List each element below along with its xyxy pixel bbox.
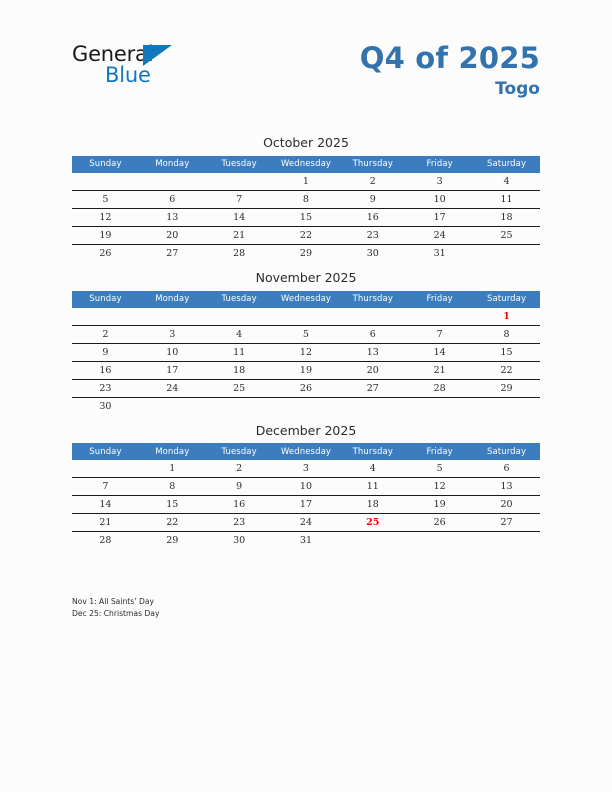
weekday-header-sunday: Sunday <box>72 443 139 460</box>
weekday-header-thursday: Thursday <box>339 291 406 308</box>
week-row <box>72 343 540 361</box>
week-row <box>72 244 540 262</box>
day-cell[interactable]: 3 <box>406 173 473 191</box>
day-cell[interactable]: 14 <box>406 343 473 361</box>
day-cell-empty <box>273 308 340 326</box>
day-cell[interactable]: 18 <box>206 361 273 379</box>
day-cell[interactable]: 9 <box>339 190 406 208</box>
day-cell-empty <box>139 397 206 415</box>
day-cell-empty <box>206 397 273 415</box>
day-cell-empty <box>473 244 540 262</box>
day-cell[interactable]: 18 <box>473 208 540 226</box>
day-cell-empty <box>72 173 139 191</box>
weekday-header-tuesday: Tuesday <box>206 291 273 308</box>
day-cell-holiday[interactable]: 1 <box>473 308 540 326</box>
day-cell[interactable]: 9 <box>72 343 139 361</box>
region-subtitle: Togo <box>495 79 540 100</box>
day-cell-empty <box>406 308 473 326</box>
week-row <box>72 173 540 191</box>
day-cell[interactable]: 7 <box>406 325 473 343</box>
week-row <box>72 190 540 208</box>
day-cell[interactable]: 6 <box>139 190 206 208</box>
day-cell[interactable]: 28 <box>99 535 112 547</box>
week-row <box>72 496 540 514</box>
day-cell[interactable]: 22 <box>273 226 340 244</box>
day-cell[interactable]: 10 <box>273 478 340 496</box>
weekday-header-wednesday: Wednesday <box>273 156 340 173</box>
week-row <box>72 226 540 244</box>
week-row <box>72 460 540 478</box>
day-cell[interactable]: 30 <box>366 247 379 259</box>
weekday-header-row <box>72 156 540 173</box>
day-cell[interactable]: 7 <box>72 478 139 496</box>
day-cell-empty <box>273 397 340 415</box>
month-title: November 2025 <box>255 269 357 285</box>
day-cell[interactable]: 14 <box>206 208 273 226</box>
day-cell-empty <box>339 308 406 326</box>
day-cell-empty <box>473 532 540 550</box>
day-cell[interactable]: 5 <box>406 460 473 478</box>
day-cell[interactable]: 25 <box>473 226 540 244</box>
weekday-header-sunday: Sunday <box>72 291 139 308</box>
day-cell[interactable]: 2 <box>72 325 139 343</box>
holiday-footnote: Nov 1: All Saints’ Day <box>72 597 155 606</box>
day-cell[interactable]: 11 <box>473 190 540 208</box>
day-cell[interactable]: 21 <box>406 361 473 379</box>
day-cell[interactable]: 8 <box>139 478 206 496</box>
day-cell[interactable]: 4 <box>473 173 540 191</box>
week-row <box>72 361 540 379</box>
day-cell[interactable]: 11 <box>206 343 273 361</box>
holiday-footnote: Dec 25: Christmas Day <box>72 608 160 618</box>
weekday-header-saturday: Saturday <box>473 156 540 173</box>
weekday-header-wednesday: Wednesday <box>273 443 340 460</box>
day-cell[interactable]: 13 <box>339 343 406 361</box>
month-title: December 2025 <box>255 422 357 438</box>
page-title: Q4 of 2025 <box>359 41 540 75</box>
day-cell[interactable]: 26 <box>406 514 473 532</box>
day-cell[interactable]: 28 <box>233 247 246 259</box>
day-cell[interactable]: 3 <box>273 460 340 478</box>
day-cell[interactable]: 5 <box>72 190 139 208</box>
weekday-header-thursday: Thursday <box>339 443 406 460</box>
logo-text-blue: Blue <box>105 63 151 87</box>
weekday-header-wednesday: Wednesday <box>273 291 340 308</box>
day-cell[interactable]: 24 <box>273 514 340 532</box>
week-row <box>72 325 540 343</box>
day-cell[interactable]: 30 <box>99 400 112 412</box>
day-cell[interactable]: 3 <box>139 325 206 343</box>
weekday-header-row <box>72 443 540 460</box>
day-cell-holiday[interactable]: 25 <box>339 514 406 532</box>
day-cell[interactable]: 27 <box>473 514 540 532</box>
day-cell[interactable]: 15 <box>273 208 340 226</box>
month-block <box>72 271 540 415</box>
day-cell-empty <box>206 173 273 191</box>
day-cell[interactable]: 10 <box>139 343 206 361</box>
day-cell[interactable]: 26 <box>273 379 340 397</box>
day-cell[interactable]: 26 <box>99 247 112 259</box>
day-cell[interactable]: 20 <box>473 496 540 514</box>
day-cell[interactable]: 12 <box>72 208 139 226</box>
weekday-header-monday: Monday <box>139 291 206 308</box>
day-cell[interactable]: 21 <box>206 226 273 244</box>
month-block <box>72 424 540 550</box>
day-cell[interactable]: 12 <box>273 343 340 361</box>
day-cell[interactable]: 20 <box>339 361 406 379</box>
week-row <box>72 478 540 496</box>
day-cell[interactable]: 1 <box>139 460 206 478</box>
day-cell[interactable]: 31 <box>433 247 446 259</box>
weekday-header-tuesday: Tuesday <box>206 443 273 460</box>
day-cell-empty <box>406 397 473 415</box>
day-cell[interactable]: 1 <box>273 173 340 191</box>
day-cell[interactable]: 19 <box>273 361 340 379</box>
week-row <box>72 308 540 326</box>
day-cell[interactable]: 29 <box>166 535 179 547</box>
day-cell[interactable]: 5 <box>273 325 340 343</box>
day-cell[interactable]: 23 <box>339 226 406 244</box>
day-cell[interactable]: 30 <box>233 535 246 547</box>
day-cell[interactable]: 15 <box>473 343 540 361</box>
day-cell-empty <box>139 308 206 326</box>
weekday-header-saturday: Saturday <box>473 443 540 460</box>
day-cell[interactable]: 24 <box>406 226 473 244</box>
day-cell[interactable]: 16 <box>339 208 406 226</box>
day-cell[interactable]: 19 <box>72 226 139 244</box>
weekday-header-row <box>72 291 540 308</box>
day-cell[interactable]: 28 <box>406 379 473 397</box>
calendar-table <box>72 443 540 549</box>
day-cell[interactable]: 20 <box>139 226 206 244</box>
day-cell-empty <box>139 173 206 191</box>
day-cell[interactable]: 18 <box>339 496 406 514</box>
day-cell[interactable]: 19 <box>406 496 473 514</box>
day-cell[interactable]: 21 <box>72 514 139 532</box>
weekday-header-friday: Friday <box>406 156 473 173</box>
day-cell-empty <box>473 397 540 415</box>
day-cell-empty <box>72 308 139 326</box>
weekday-header-saturday: Saturday <box>473 291 540 308</box>
weekday-header-friday: Friday <box>406 291 473 308</box>
day-cell[interactable]: 6 <box>339 325 406 343</box>
day-cell[interactable]: 29 <box>473 379 540 397</box>
day-cell[interactable]: 13 <box>473 478 540 496</box>
day-cell[interactable]: 14 <box>72 496 139 514</box>
day-cell[interactable]: 13 <box>139 208 206 226</box>
weekday-header-tuesday: Tuesday <box>206 156 273 173</box>
day-cell[interactable]: 4 <box>206 325 273 343</box>
week-row <box>72 532 540 550</box>
weekday-header-friday: Friday <box>406 443 473 460</box>
day-cell-empty <box>206 308 273 326</box>
week-row <box>72 379 540 397</box>
day-cell-empty <box>72 460 139 478</box>
month-block <box>72 136 540 262</box>
weekday-header-monday: Monday <box>139 156 206 173</box>
week-row <box>72 397 540 415</box>
week-row <box>72 514 540 532</box>
page-header <box>0 0 612 130</box>
day-cell[interactable]: 23 <box>72 379 139 397</box>
day-cell[interactable]: 8 <box>273 190 340 208</box>
day-cell[interactable]: 2 <box>206 460 273 478</box>
calendar-table <box>72 291 540 415</box>
day-cell[interactable]: 8 <box>473 325 540 343</box>
day-cell[interactable]: 31 <box>299 535 312 547</box>
day-cell[interactable]: 12 <box>406 478 473 496</box>
day-cell[interactable]: 22 <box>139 514 206 532</box>
day-cell[interactable]: 7 <box>206 190 273 208</box>
holiday-footnotes <box>72 596 472 620</box>
day-cell[interactable]: 27 <box>339 379 406 397</box>
calendar-table <box>72 156 540 262</box>
week-row <box>72 208 540 226</box>
day-cell-empty <box>406 532 473 550</box>
month-title: October 2025 <box>263 135 349 150</box>
logo-text-general: General <box>72 42 154 66</box>
day-cell[interactable]: 29 <box>299 247 312 259</box>
day-cell[interactable]: 10 <box>406 190 473 208</box>
day-cell[interactable]: 27 <box>166 247 179 259</box>
day-cell[interactable]: 6 <box>473 460 540 478</box>
weekday-header-thursday: Thursday <box>339 156 406 173</box>
day-cell[interactable]: 17 <box>406 208 473 226</box>
day-cell[interactable]: 4 <box>339 460 406 478</box>
day-cell[interactable]: 9 <box>206 478 273 496</box>
day-cell-empty <box>339 532 406 550</box>
day-cell[interactable]: 16 <box>206 496 273 514</box>
day-cell[interactable]: 25 <box>206 379 273 397</box>
day-cell[interactable]: 11 <box>339 478 406 496</box>
weekday-header-sunday: Sunday <box>72 156 139 173</box>
day-cell[interactable]: 2 <box>339 173 406 191</box>
general-blue-logo <box>72 44 252 90</box>
day-cell[interactable]: 17 <box>139 361 206 379</box>
day-cell[interactable]: 15 <box>139 496 206 514</box>
day-cell[interactable]: 22 <box>473 361 540 379</box>
day-cell[interactable]: 23 <box>206 514 273 532</box>
title-block <box>360 42 540 99</box>
day-cell-empty <box>339 397 406 415</box>
day-cell[interactable]: 24 <box>139 379 206 397</box>
day-cell[interactable]: 16 <box>72 361 139 379</box>
calendar-months-container <box>72 136 540 558</box>
weekday-header-monday: Monday <box>139 443 206 460</box>
day-cell[interactable]: 17 <box>273 496 340 514</box>
